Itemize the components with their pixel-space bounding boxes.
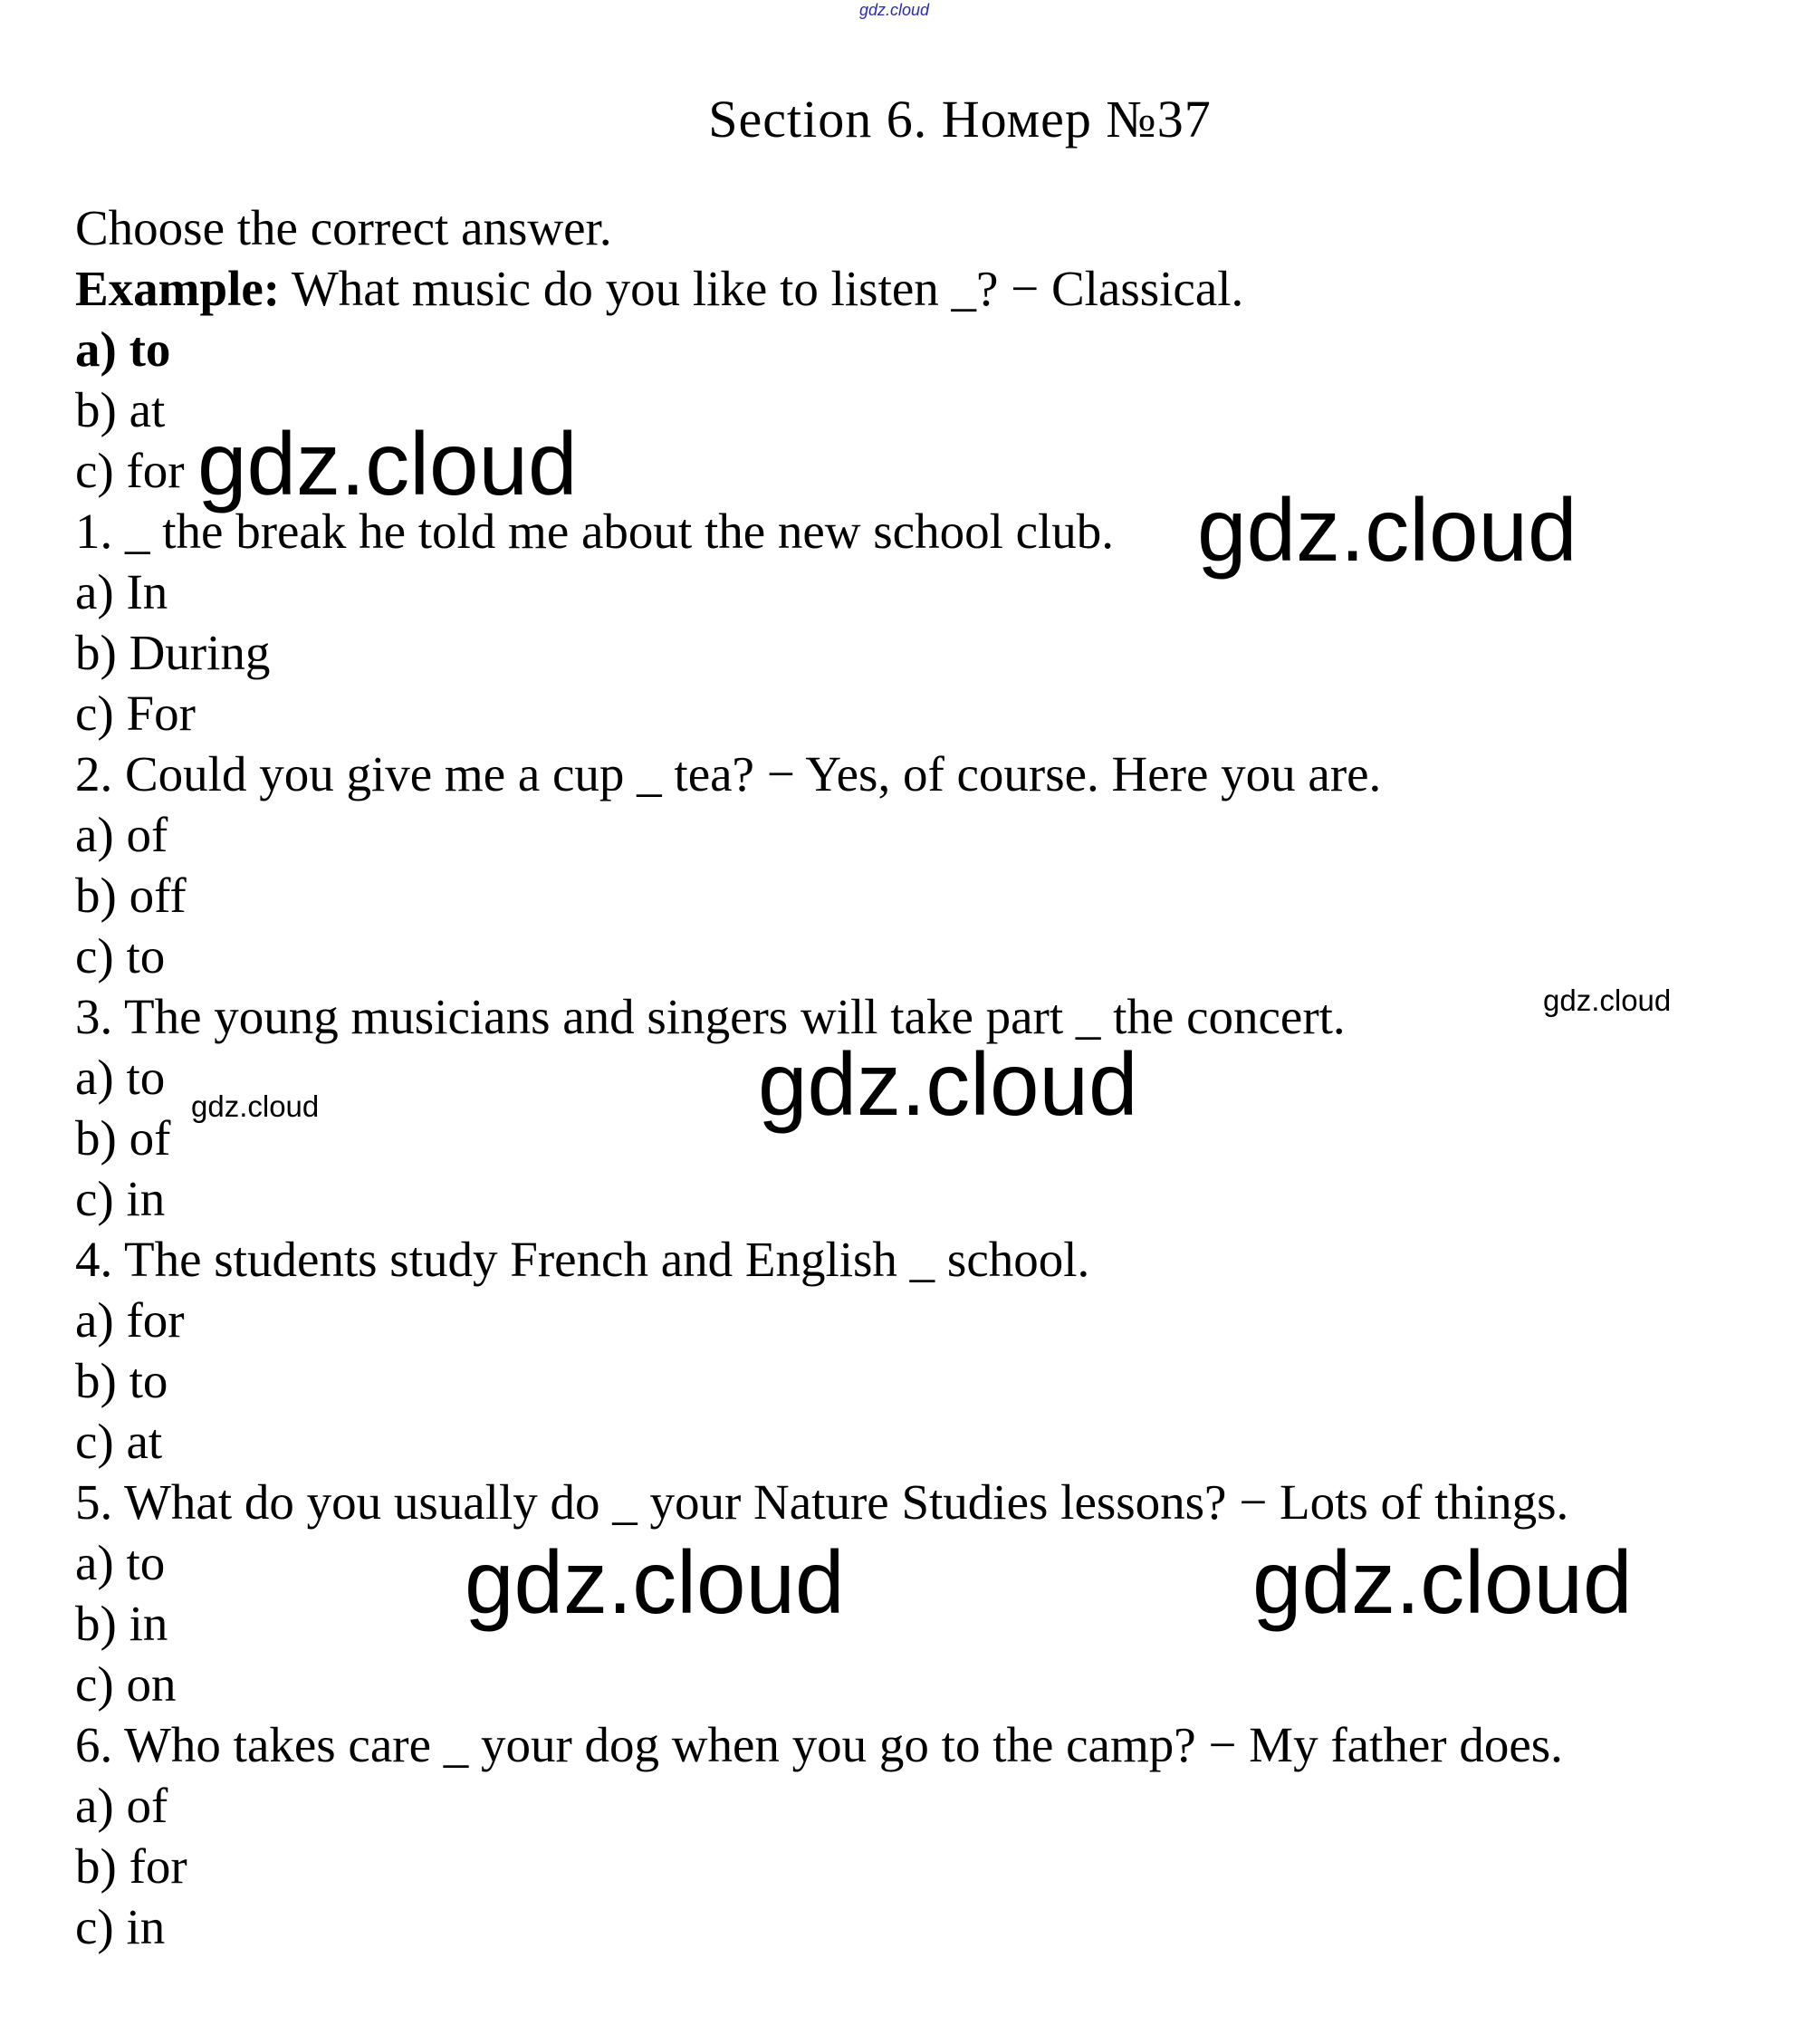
question-6-option-c: c) in: [75, 1899, 166, 1954]
question-3-option-a: a) to: [75, 1050, 166, 1105]
question-2-option-c: c) to: [75, 928, 166, 984]
example-question-text: What music do you like to listen _? − Classical.: [280, 261, 1244, 316]
question-1-option-c: c) For: [75, 686, 196, 741]
question-5-option-c: c) on: [75, 1656, 177, 1712]
question-5: 5. What do you usually do _ your Nature Studies lessons? − Lots of things.: [75, 1474, 1569, 1530]
question-2-option-b: b) off: [75, 868, 187, 923]
question-2: 2. Could you give me a cup _ tea? − Yes, of course. Here you are.: [75, 746, 1382, 801]
question-4-option-b: b) to: [75, 1353, 168, 1408]
question-4-option-a: a) for: [75, 1292, 185, 1348]
example-option-b: b) at: [75, 382, 166, 437]
question-6: 6. Who takes care _ your dog when you go to the camp? − My father does.: [75, 1717, 1563, 1772]
question-5-option-a: a) to: [75, 1535, 166, 1590]
example-option-c: c) for: [75, 443, 185, 498]
question-6-option-a: a) of: [75, 1778, 168, 1833]
question-1-option-b: b) During: [75, 625, 271, 680]
question-3-option-c: c) in: [75, 1171, 166, 1226]
question-6-option-b: b) for: [75, 1838, 187, 1894]
example-question: [75, 258, 1769, 319]
watermark: gdz.cloud: [465, 1532, 845, 1632]
question-3: 3. The young musicians and singers will take part _ the concert.: [75, 989, 1346, 1044]
question-1-option-a: a) In: [75, 564, 168, 619]
question-5-option-b: b) in: [75, 1596, 168, 1651]
watermark: gdz.cloud: [1543, 984, 1672, 1017]
example-label: Example:: [75, 261, 281, 316]
question-4-option-c: c) at: [75, 1414, 163, 1469]
question-4: 4. The students study French and English _ school.: [75, 1232, 1090, 1287]
instruction: Choose the correct answer.: [75, 200, 612, 255]
page-title: Section 6. Номер №37: [708, 90, 1212, 149]
watermark: gdz.cloud: [197, 414, 578, 513]
question-2-option-a: a) of: [75, 807, 168, 862]
watermark: gdz.cloud: [758, 1034, 1138, 1134]
question-3-option-b: b) of: [75, 1110, 171, 1166]
example-option-a: a) to: [75, 321, 171, 377]
top-watermark: gdz.cloud: [859, 1, 930, 19]
watermark: gdz.cloud: [1197, 480, 1577, 580]
watermark: gdz.cloud: [1252, 1532, 1633, 1632]
question-1: 1. _ the break he told me about the new school club.: [75, 504, 1115, 559]
watermark: gdz.cloud: [191, 1089, 320, 1123]
